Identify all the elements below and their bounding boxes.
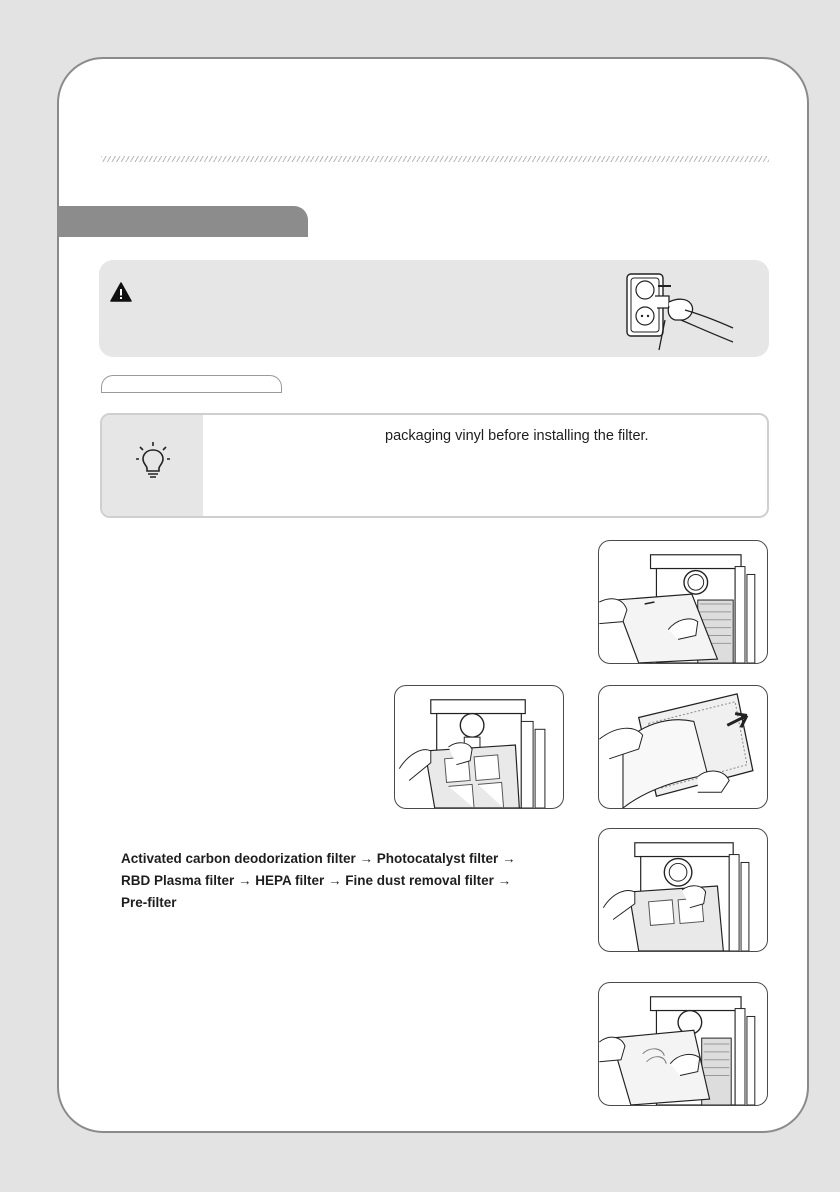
remove-packaging-vinyl-photo xyxy=(598,685,768,809)
subsection-header-tab xyxy=(101,375,282,393)
subsection-underline xyxy=(101,392,282,393)
insert-filter-photo xyxy=(598,828,768,952)
attach-pre-filter-photo xyxy=(598,982,768,1106)
section-header-tab xyxy=(57,206,308,237)
header-divider xyxy=(101,156,769,162)
note-box xyxy=(100,413,769,518)
note-text: packaging vinyl before installing the filter. xyxy=(385,428,649,444)
pull-out-filter-photo xyxy=(394,685,564,809)
filter-order-line: Pre-filter xyxy=(121,895,177,910)
lightbulb-icon xyxy=(136,441,170,479)
warning-box xyxy=(99,260,769,357)
filter-order-line: Activated carbon deodorization filter → Photocatalyst filter → xyxy=(121,851,516,866)
filter-installation-order xyxy=(121,848,516,914)
warning-triangle-icon xyxy=(110,282,132,302)
note-icon-panel xyxy=(102,415,203,516)
filter-order-line: RBD Plasma filter → HEPA filter → Fine dust removal filter → xyxy=(121,873,512,888)
unplug-power-cord-illustration xyxy=(625,268,735,352)
remove-pre-filter-photo xyxy=(598,540,768,664)
